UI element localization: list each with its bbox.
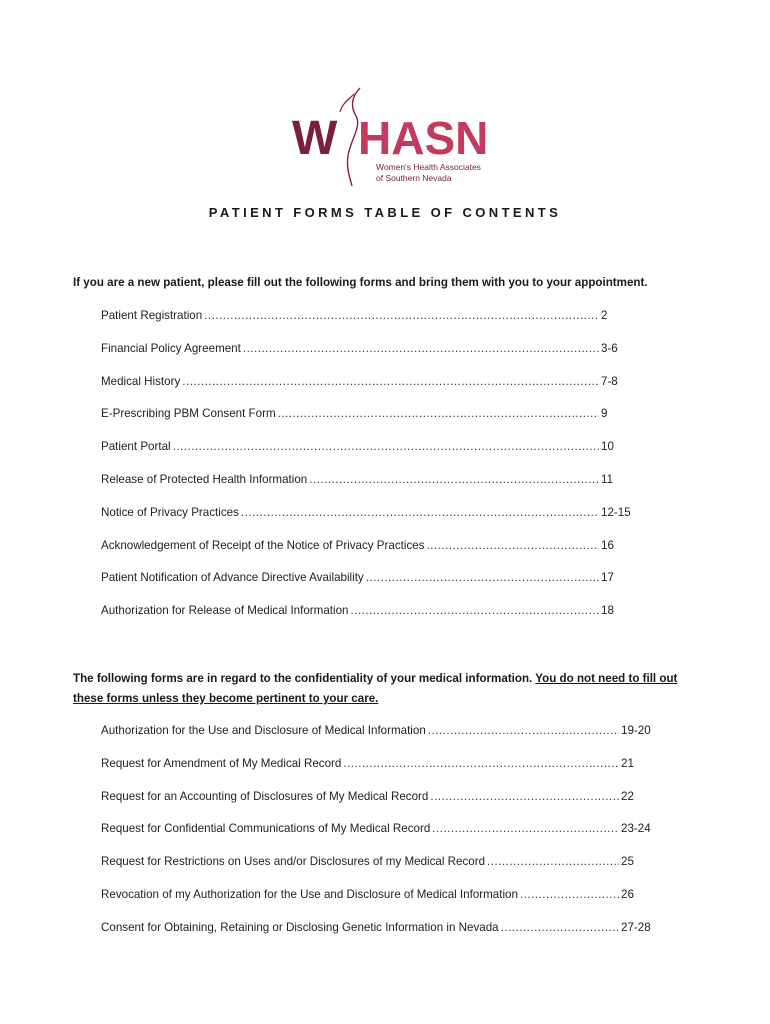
toc-entry-label: Notice of Privacy Practices bbox=[101, 505, 239, 519]
leader-dots bbox=[430, 790, 619, 803]
new-patient-forms-list bbox=[101, 309, 641, 637]
toc-entry bbox=[101, 407, 641, 440]
toc-entry bbox=[101, 855, 661, 888]
leader-dots bbox=[173, 440, 599, 453]
leader-dots bbox=[427, 539, 600, 552]
toc-entry-page: 17 bbox=[601, 571, 614, 585]
leader-dots bbox=[501, 921, 619, 934]
toc-entry-label: Patient Registration bbox=[101, 309, 203, 322]
toc-entry-page: 22 bbox=[621, 789, 634, 803]
toc-entry-page: 18 bbox=[601, 604, 614, 618]
leader-dots bbox=[520, 888, 619, 901]
toc-entry bbox=[101, 539, 641, 572]
note-underlined-text: You do not need to fill out these forms unless they become pertinent to your care. bbox=[73, 672, 678, 705]
toc-entry-page: 19-20 bbox=[621, 724, 651, 737]
toc-entry-label: Request for an Accounting of Disclosures of My Medical Record bbox=[101, 789, 429, 803]
toc-entry-label: Patient Portal bbox=[101, 440, 171, 454]
toc-entry-label: Request for Confidential Communications of My Medical Record bbox=[101, 822, 431, 836]
toc-entry-page: 10 bbox=[601, 440, 614, 454]
leader-dots bbox=[350, 604, 599, 617]
intro-text: If you are a new patient, please fill out the following forms and bring them with you to your appointment. bbox=[73, 276, 648, 289]
toc-entry-label: Financial Policy Agreement bbox=[101, 341, 241, 355]
toc-entry bbox=[101, 309, 641, 342]
toc-entry bbox=[101, 888, 661, 921]
toc-entry-page: 26 bbox=[621, 887, 634, 901]
toc-entry bbox=[101, 757, 661, 790]
logo-hasn: HASN bbox=[358, 112, 489, 164]
toc-entry-label: Request for Restrictions on Uses and/or Disclosures of my Medical Record bbox=[101, 855, 486, 869]
confidentiality-note bbox=[73, 669, 703, 709]
leader-dots bbox=[243, 342, 599, 355]
toc-entry-label: Consent for Obtaining, Retaining or Disclosing Genetic Information in Nevada bbox=[101, 920, 499, 934]
toc-entry-label: Authorization for the Use and Disclosure of Medical Information bbox=[101, 724, 426, 737]
toc-entry bbox=[101, 822, 661, 855]
toc-entry bbox=[101, 375, 641, 408]
toc-entry-page: 25 bbox=[621, 855, 634, 869]
toc-entry bbox=[101, 604, 641, 637]
logo-tagline-1: Women's Health Associates bbox=[376, 162, 481, 172]
confidentiality-forms-list bbox=[101, 724, 651, 954]
leader-dots bbox=[204, 309, 599, 322]
toc-entry-label: E-Prescribing PBM Consent Form bbox=[101, 407, 276, 421]
toc-entry bbox=[101, 473, 641, 506]
toc-entry bbox=[101, 571, 641, 604]
logo-tagline-2: of Southern Nevada bbox=[376, 173, 452, 183]
toc-entry-page: 27-28 bbox=[621, 920, 651, 934]
toc-entry bbox=[101, 506, 641, 539]
toc-entry bbox=[101, 440, 641, 473]
toc-entry bbox=[101, 724, 661, 757]
toc-entry-label: Acknowledgement of Receipt of the Notice of Privacy Practices bbox=[101, 538, 425, 552]
toc-entry-page: 2 bbox=[601, 309, 608, 322]
note-text: The following forms are in regard to the confidentiality of your medical information. bbox=[73, 672, 536, 685]
toc-entry bbox=[101, 790, 661, 823]
leader-dots bbox=[343, 757, 619, 770]
toc-entry-label: Revocation of my Authorization for the Use and Disclosure of Medical Information bbox=[101, 887, 518, 901]
toc-entry-page: 16 bbox=[601, 538, 614, 552]
toc-entry bbox=[101, 342, 641, 375]
toc-entry-page: 7-8 bbox=[601, 374, 618, 388]
logo-graphic bbox=[290, 86, 490, 186]
leader-dots bbox=[309, 473, 599, 486]
toc-entry-label: Medical History bbox=[101, 374, 181, 388]
toc-entry-label: Authorization for Release of Medical Information bbox=[101, 604, 349, 618]
leader-dots bbox=[432, 822, 619, 835]
toc-entry bbox=[101, 921, 661, 954]
leader-dots bbox=[366, 571, 599, 584]
leader-dots bbox=[241, 506, 599, 519]
leader-dots bbox=[428, 724, 619, 737]
toc-entry-page: 21 bbox=[621, 756, 634, 770]
page-title: PATIENT FORMS TABLE OF CONTENTS bbox=[208, 205, 562, 220]
toc-entry-page: 9 bbox=[601, 407, 608, 421]
leader-dots bbox=[182, 375, 599, 388]
toc-entry-page: 12-15 bbox=[601, 505, 631, 519]
toc-entry-label: Request for Amendment of My Medical Record bbox=[101, 756, 342, 770]
toc-entry-page: 23-24 bbox=[621, 822, 651, 836]
toc-entry-label: Release of Protected Health Information bbox=[101, 472, 308, 486]
toc-entry-label: Patient Notification of Advance Directive Availability bbox=[101, 571, 364, 585]
leader-dots bbox=[487, 855, 619, 868]
whasn-logo bbox=[290, 86, 490, 186]
toc-entry-page: 11 bbox=[601, 472, 614, 486]
logo-w: W bbox=[292, 112, 338, 165]
toc-entry-page: 3-6 bbox=[601, 341, 618, 355]
leader-dots bbox=[278, 407, 599, 420]
